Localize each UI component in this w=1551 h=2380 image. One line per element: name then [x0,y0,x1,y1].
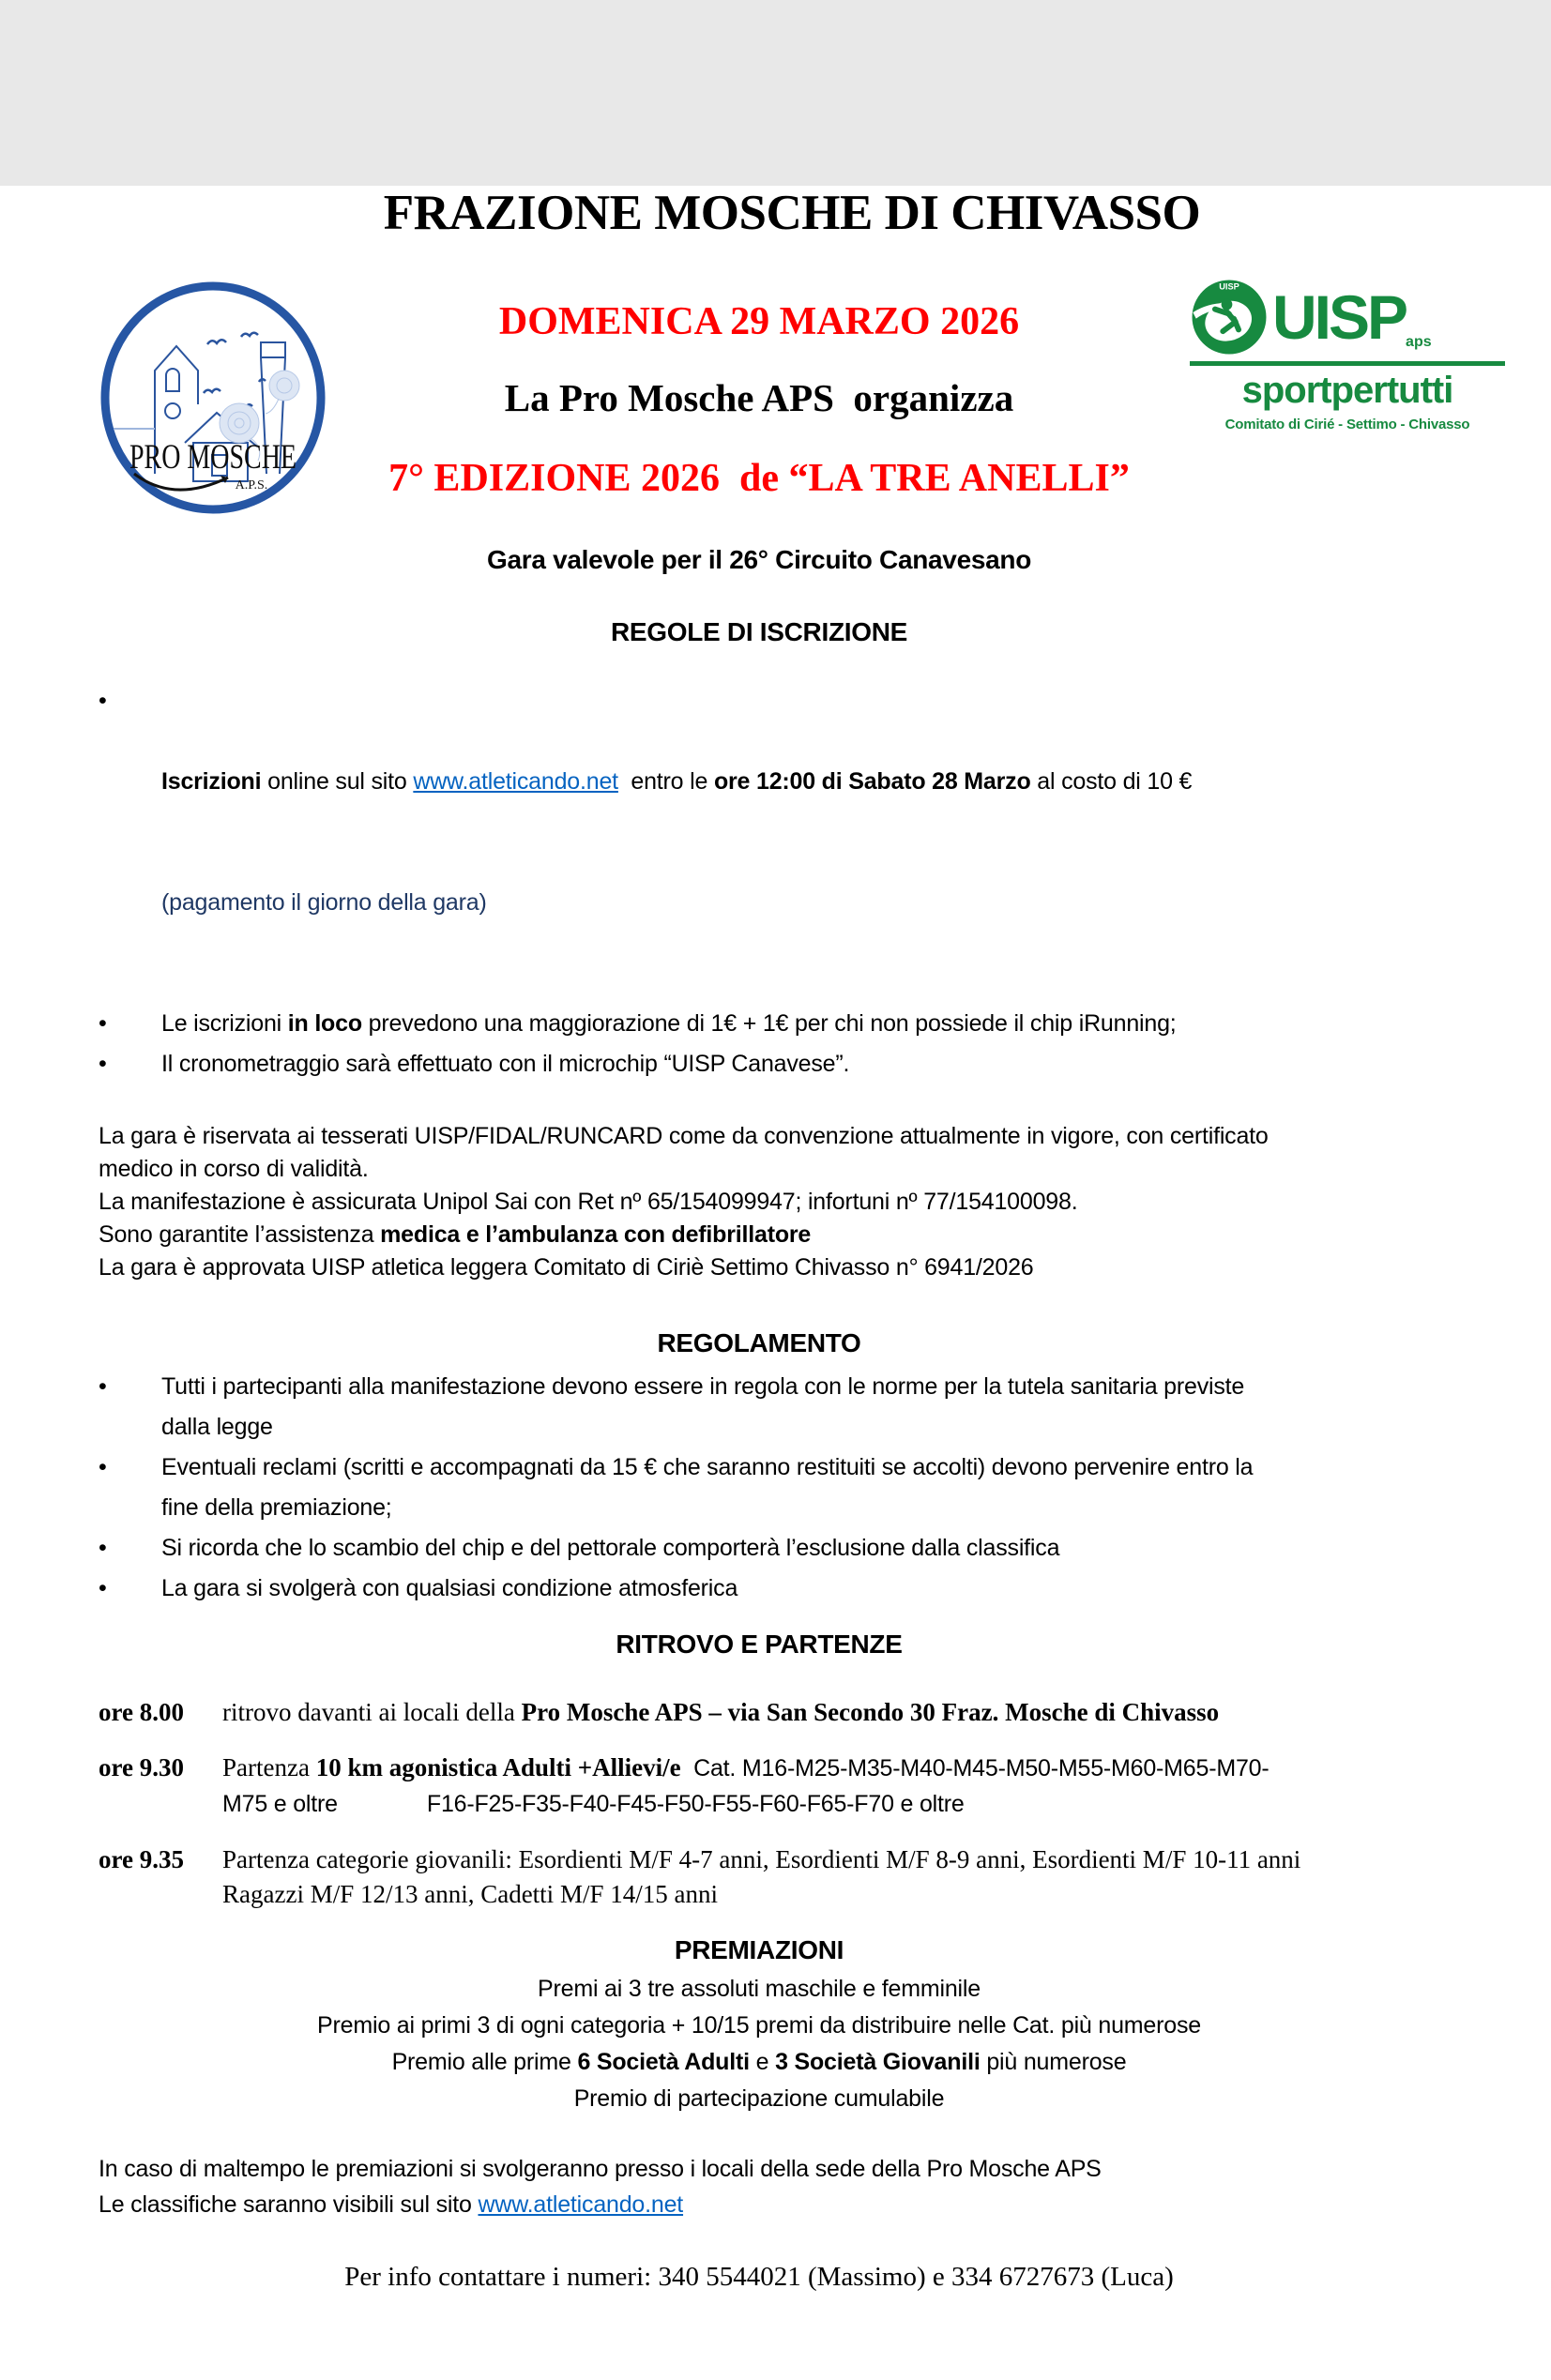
prize-line [99,2044,1420,2081]
bold-text: 10 km agonistica Adulti [315,1752,571,1781]
bold-text: Pro Mosche APS – via San Secondo 30 Fraz. Mosche di Chivasso [521,1697,1220,1726]
plain-text: Premio alle prime [391,2049,578,2076]
page-title: FRAZIONE MOSCHE DI CHIVASSO [383,186,1201,240]
schedule-description [222,1751,1420,1822]
pro-mosche-emblem-icon [99,280,328,516]
category-list-men: Cat. M16-M25-M35-M40-M45-M50-M55-M60-M65-M70- [680,1754,1270,1781]
list-item [99,1367,1420,1448]
schedule-time: ore 8.00 [99,1697,184,1726]
prizes-block [99,1971,1420,2117]
paragraph-line: La gara è approvata UISP atletica leggera Comitato di Ciriè Settimo Chivasso n° 6941/2026 [99,1254,1034,1281]
bullet-marker: • [99,1534,107,1561]
payment-note: (pagamento il giorno della gara) [161,889,487,917]
bullet-marker: • [99,1051,107,1078]
footer-paragraph [99,2151,1420,2222]
edition-heading: 7° EDIZIONE 2026 de “LA TRE ANELLI” [388,456,1130,500]
paragraph-line: La gara è riservata ai tesserati UISP/FIDAL/RUNCARD come da convenzione attualmente in vigore, con certificato [99,1123,1269,1150]
list-line: dalla legge [161,1413,273,1440]
event-date-heading: DOMENICA 29 MARZO 2026 [498,300,1020,344]
atleticando-link[interactable]: www.atleticando.net [413,768,618,796]
bullet-marker: • [99,1574,107,1601]
paragraph-line [99,1219,1420,1251]
uisp-tagline: sportpertutti [1241,370,1453,411]
plain-text: e [749,2049,776,2076]
uisp-circle-text: UISP [1219,281,1239,292]
plain-text: Le classifiche saranno visibili sul sito [99,2191,479,2219]
bold-text: + [571,1752,593,1781]
uisp-aps-text: aps [1406,334,1432,350]
footer-line [99,2187,1420,2222]
footer-line: In caso di maltempo le premiazioni si svolgeranno presso i locali della sede della Pro Mosche APS [99,2156,1102,2183]
list-line: fine della premiazione; [161,1493,392,1521]
list-item [99,1569,1420,1609]
uisp-committee: Comitato di Cirié - Settimo - Chivasso [1224,417,1470,432]
uisp-runner-icon [1190,278,1269,356]
insurance-paragraph [99,1120,1420,1284]
bold-text: Iscrizioni [161,768,262,796]
list-item [99,1448,1420,1528]
bold-text: in loco [287,1010,362,1038]
list-item-text [161,1004,1420,1044]
schedule-description [222,1695,1420,1730]
iscrizione-list [99,681,1420,1084]
schedule-line: Partenza categorie giovanili: Esordienti M/F 4-7 anni, Esordienti M/F 8-9 anni, Esordienti M/F 10-11 anni [222,1844,1301,1873]
circuit-subheading: Gara valevole per il 26° Circuito Canavesano [486,545,1032,575]
contact-info: Per info contattare i numeri: 340 5544021 (Massimo) e 334 6727673 (Luca) [344,2262,1174,2293]
prize-line: Premio ai primi 3 di ogni categoria + 10/15 premi da distribuire nelle Cat. più numerose [317,2012,1201,2039]
bullet-marker: • [99,688,107,715]
plain-text: al costo di 10 € [1030,768,1193,796]
list-item [99,1004,1420,1044]
flyer-page [0,186,1551,2380]
plain-text: ritrovo davanti ai locali della [222,1697,522,1726]
iscrizione-bullet1-line1 [161,762,1420,802]
list-item-text [161,1448,1420,1528]
list-line: Eventuali reclami (scritti e accompagnati da 15 € che saranno restituiti se accolti) devono pervenire entro la [161,1453,1254,1480]
schedule-time: ore 9.35 [99,1844,184,1873]
list-item [99,681,1420,1004]
bold-text: medica e l’ambulanza con defibrillatore [380,1221,812,1249]
bullet-marker: • [99,1010,107,1038]
list-line: Tutti i partecipanti alla manifestazione devono essere in regola con le norme per la tutela sanitaria previste [161,1372,1245,1400]
bullet-marker: • [99,1453,107,1480]
paragraph-line: La manifestazione è assicurata Unipol Sai con Ret nº 65/154099947; infortuni nº 77/154100098. [99,1189,1078,1216]
schedule-row [99,1695,1420,1730]
schedule-time: ore 9.30 [99,1752,184,1781]
bullet-marker: • [99,1372,107,1400]
section-heading-regolamento: REGOLAMENTO [657,1328,861,1358]
plain-text: entro le [617,768,714,796]
pro-mosche-aps-label: A.P.S. [235,478,268,493]
category-list-women: F16-F25-F35-F40-F45-F50-F55-F60-F65-F70 e oltre [426,1790,965,1817]
section-heading-iscrizione: REGOLE DI ISCRIZIONE [610,617,908,647]
schedule-line: Ragazzi M/F 12/13 anni, Cadetti M/F 14/15 anni [222,1879,718,1908]
pro-mosche-wordmark: PRO MOSCHE [129,438,297,477]
atleticando-link[interactable]: www.atleticando.net [478,2191,684,2219]
uisp-divider [1190,361,1505,366]
schedule-row [99,1842,1420,1912]
bold-text: 6 Società Adulti [577,2049,750,2076]
list-item-text: Il cronometraggio sarà effettuato con il microchip “UISP Canavese”. [161,1051,850,1078]
pro-mosche-logo [99,280,328,516]
bold-text: Allievi/e [592,1752,681,1781]
uisp-logo-row [1190,278,1505,356]
list-item-text: Si ricorda che lo scambio del chip e del pettorale comporterà l’esclusione dalla classifica [161,1534,1060,1561]
paragraph-line: medico in corso di validità. [99,1156,369,1183]
list-item-text [161,1367,1420,1448]
bold-text: ore 12:00 di Sabato 28 Marzo [713,768,1031,796]
schedule-line [222,1751,1420,1786]
organizer-heading: La Pro Mosche APS organizza [504,375,1014,419]
section-heading-premiazioni: PREMIAZIONI [674,1934,844,1964]
list-item [99,1044,1420,1084]
section-heading-ritrovo: RITROVO E PARTENZE [616,1629,903,1659]
schedule-line [222,1786,1420,1822]
uisp-logo [1190,278,1505,432]
uisp-brand-text: UISP [1272,282,1407,352]
list-item [99,1528,1420,1569]
prize-line: Premi ai 3 tre assoluti maschile e femminile [538,1976,981,2003]
bold-text: 3 Società Giovanili [775,2049,981,2076]
plain-text: prevedono una maggiorazione di 1€ + 1€ per chi non possiede il chip iRunning; [361,1010,1177,1038]
schedule-description [222,1842,1420,1912]
plain-text: online sul sito [261,768,414,796]
plain-text: Le iscrizioni [161,1010,288,1038]
list-item-text: La gara si svolgerà con qualsiasi condizione atmosferica [161,1574,738,1601]
plain-text: Partenza [222,1752,316,1781]
schedule-row [99,1751,1420,1822]
plain-text: più numerose [980,2049,1127,2076]
prize-line: Premio di partecipazione cumulabile [573,2085,945,2113]
list-item-text [161,681,1420,1004]
regolamento-list [99,1367,1420,1609]
category-list-men-cont: M75 e oltre [222,1790,338,1817]
plain-text: Sono garantite l’assistenza [99,1221,381,1249]
